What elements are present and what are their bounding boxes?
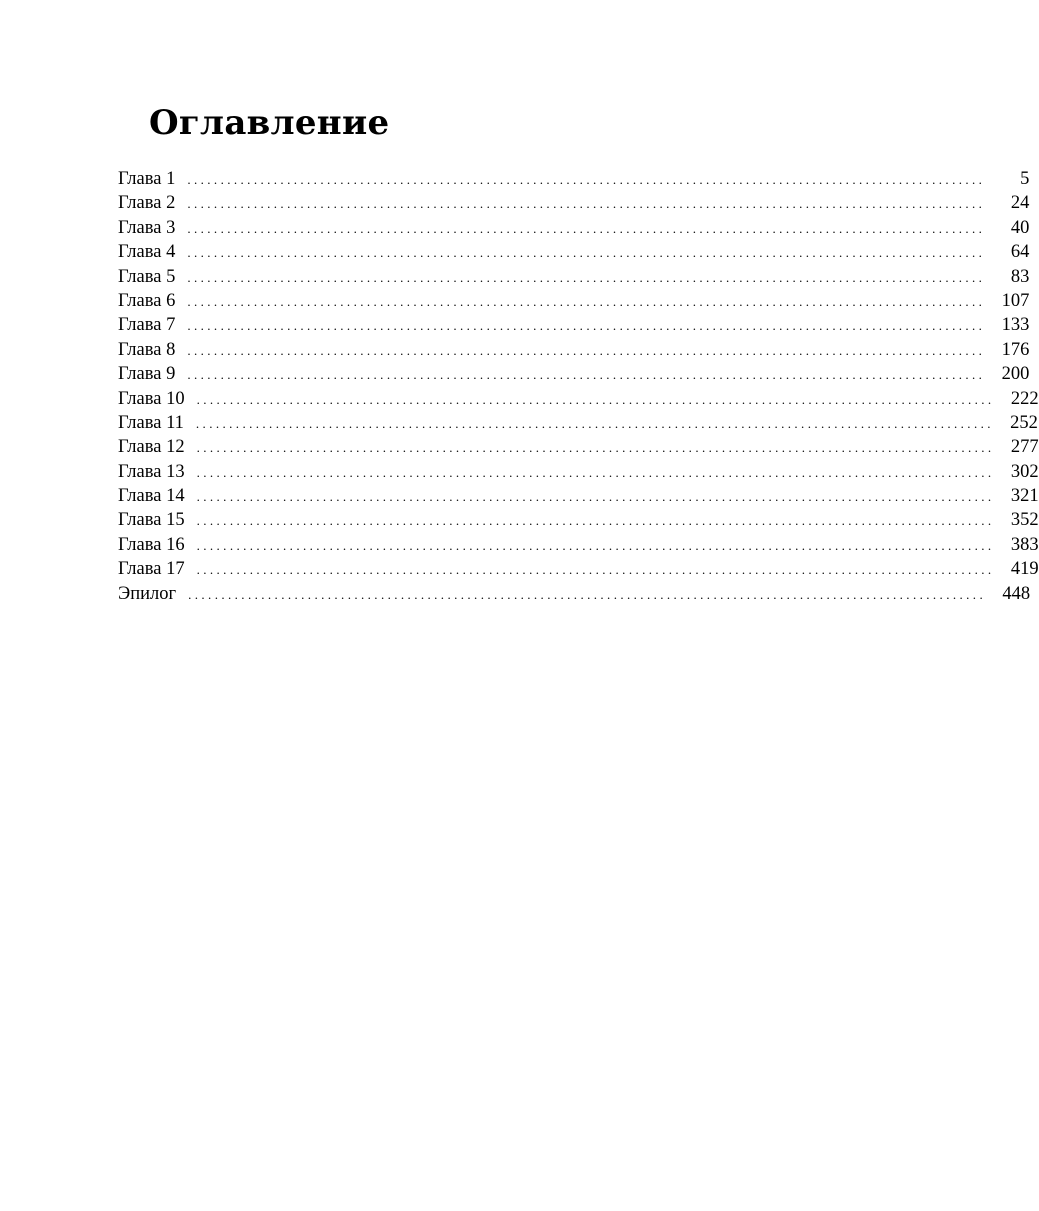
toc-entry[interactable] (118, 435, 1039, 459)
toc-entry-page: 448 (1002, 583, 1031, 604)
toc-dot-leader: ........................................................................................................................ (187, 245, 986, 261)
toc-entry-label: Глава 2 (118, 193, 176, 214)
toc-entry-page: 107 (1001, 290, 1030, 311)
toc-dot-leader: ........................................................................................................................ (187, 342, 986, 358)
toc-entry-page: 383 (1010, 534, 1039, 555)
toc-entry-page: 83 (1010, 266, 1030, 287)
toc-entry-page: 64 (1010, 242, 1030, 263)
toc-entry[interactable] (118, 338, 1030, 362)
toc-entry-label: Глава 1 (118, 169, 176, 189)
toc-entry-page: 321 (1010, 486, 1039, 507)
toc-entry[interactable] (118, 411, 1038, 435)
toc-entry-page: 40 (1010, 217, 1030, 238)
toc-dot-leader: ........................................................................................................................ (196, 464, 995, 480)
toc-dot-leader: ........................................................................................................................ (187, 269, 986, 285)
toc-entry-page: 176 (1001, 339, 1030, 360)
toc-entry-label: Глава 8 (118, 339, 176, 360)
toc-dot-leader: ........................................................................................................................ (196, 562, 995, 578)
toc-entry-page: 133 (1001, 315, 1030, 336)
toc-entry-page: 200 (1001, 364, 1030, 385)
toc-entry-page: 277 (1010, 437, 1039, 458)
toc-entry[interactable] (118, 387, 1039, 411)
toc-entry-label: Глава 16 (118, 534, 185, 555)
toc-entry[interactable] (118, 167, 1030, 191)
toc-entry-page: 302 (1010, 461, 1039, 482)
toc-entry-label: Глава 14 (118, 486, 185, 507)
toc-dot-leader: ........................................................................................................................ (187, 318, 986, 334)
toc-entry[interactable] (118, 216, 1030, 240)
toc-dot-leader: ........................................................................................................................ (187, 172, 986, 187)
toc-entry-label: Глава 15 (118, 510, 185, 531)
toc-dot-leader: ........................................................................................................................ (196, 440, 995, 456)
toc-entry-label: Эпилог (118, 583, 177, 604)
toc-entry-label: Глава 6 (118, 290, 176, 311)
toc-entry-page: 419 (1010, 559, 1039, 580)
toc-entry-label: Глава 9 (118, 364, 176, 385)
toc-dot-leader: ........................................................................................................................ (187, 196, 986, 212)
toc-list (118, 167, 1039, 606)
toc-entry[interactable] (118, 289, 1030, 313)
toc-entry-page: 24 (1010, 193, 1030, 214)
toc-entry[interactable] (118, 533, 1039, 557)
toc-entry[interactable] (118, 191, 1030, 215)
toc-entry[interactable] (118, 484, 1039, 508)
toc-dot-leader: ........................................................................................................................ (196, 391, 995, 407)
toc-entry-label: Глава 11 (118, 412, 184, 433)
toc-entry[interactable] (118, 362, 1030, 386)
toc-entry[interactable] (118, 582, 1031, 606)
toc-entry-label: Глава 4 (118, 242, 176, 263)
toc-dot-leader: ........................................................................................................................ (188, 586, 987, 602)
toc-dot-leader: ........................................................................................................................ (196, 513, 995, 529)
toc-dot-leader: ........................................................................................................................ (187, 220, 986, 236)
toc-entry[interactable] (118, 240, 1030, 264)
toc-entry-label: Глава 7 (118, 315, 176, 336)
toc-entry-label: Глава 12 (118, 437, 185, 458)
toc-entry-page: 352 (1010, 510, 1039, 531)
toc-entry-page: 222 (1010, 388, 1039, 409)
toc-entry-page: 252 (1010, 412, 1038, 433)
toc-entry-label: Глава 10 (118, 388, 185, 409)
toc-dot-leader: ........................................................................................................................ (196, 537, 995, 553)
toc-entry-page: 5 (1020, 169, 1030, 189)
toc-title: Оглавление (149, 103, 390, 143)
toc-dot-leader: ........................................................................................................................ (187, 367, 986, 383)
toc-entry[interactable] (118, 265, 1030, 289)
toc-entry-label: Глава 5 (118, 266, 176, 287)
toc-entry-label: Глава 13 (118, 461, 185, 482)
toc-dot-leader: ........................................................................................................................ (195, 415, 994, 431)
toc-entry-label: Глава 3 (118, 217, 176, 238)
toc-dot-leader: ........................................................................................................................ (196, 489, 995, 505)
toc-entry[interactable] (118, 508, 1039, 532)
toc-entry[interactable] (118, 313, 1030, 337)
toc-entry[interactable] (118, 557, 1039, 581)
toc-dot-leader: ........................................................................................................................ (187, 293, 986, 309)
toc-entry-label: Глава 17 (118, 559, 185, 580)
toc-entry[interactable] (118, 460, 1039, 484)
